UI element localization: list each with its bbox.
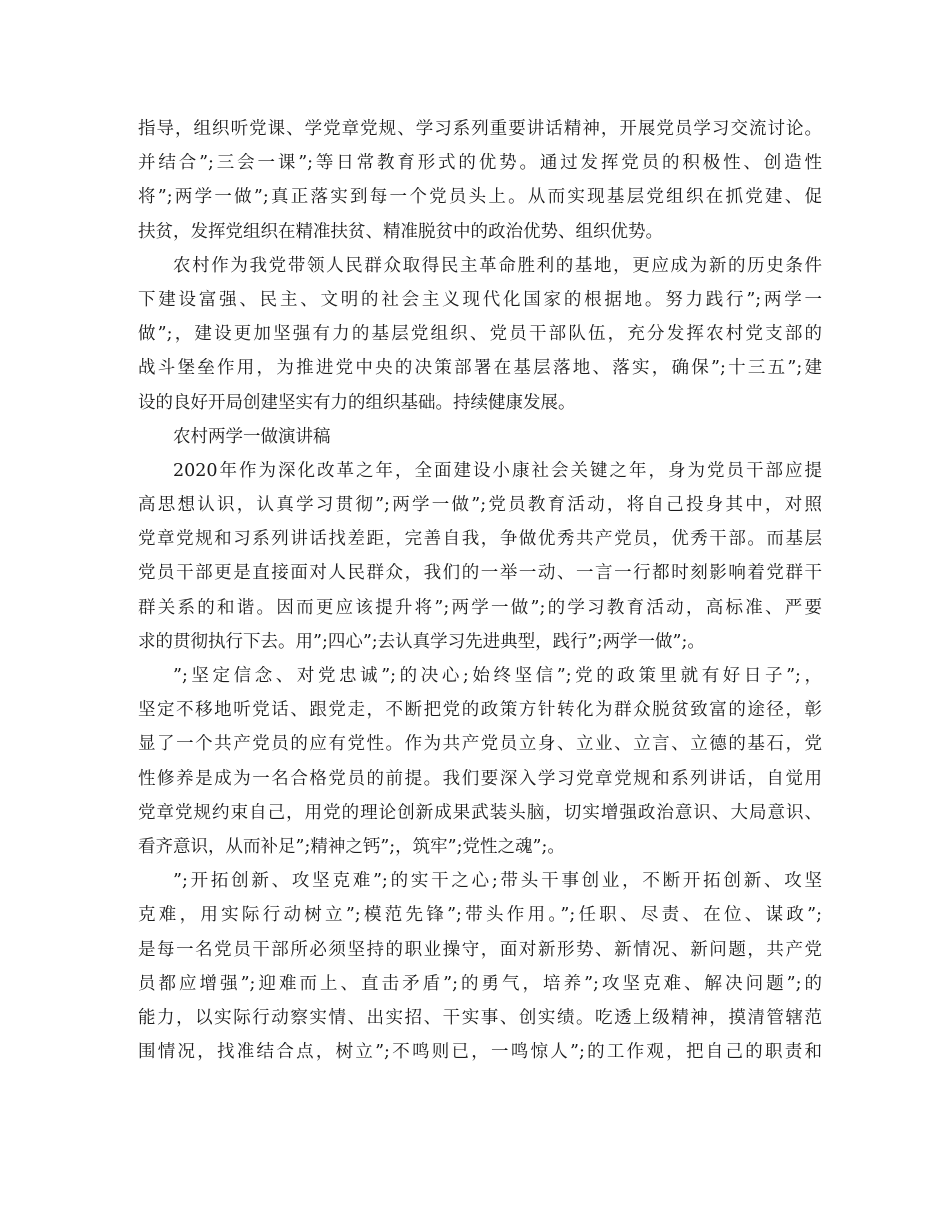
text-line: 并结合”;三会一课”;等日常教育形式的优势。通过发挥党员的积极性、创造性: [138, 153, 822, 174]
text-line: 性修养是成为一名合格党员的前提。我们要深入学习党章党规和系列讲话，自觉用: [138, 768, 822, 789]
text-line: 2020年作为深化改革之年，全面建设小康社会关键之年，身为党员干部应提: [173, 460, 822, 481]
paragraph: [138, 864, 822, 1069]
text-line: 下建设富强、民主、文明的社会主义现代化国家的根据地。努力践行”;两学一: [138, 289, 822, 310]
text-line: 是每一名党员干部所必须坚持的职业操守，面对新形势、新情况、新问题，共产党: [138, 939, 822, 960]
text-line: 设的良好开局创建坚实有力的组织基础。持续健康发展。: [138, 392, 576, 413]
text-line: 坚定不移地听党话、跟党走，不断把党的政策方针转化为群众脱贫致富的途径，彰: [138, 700, 822, 721]
text-line: ”;坚定信念、对党忠诚”;的决心;始终坚信”;党的政策里就有好日子”;，: [173, 666, 822, 686]
text-line: 农村作为我党带领人民群众取得民主革命胜利的基地，更应成为新的历史条件: [173, 255, 822, 276]
text-line: 党章党规和习系列讲话找差距，完善自我，争做优秀共产党员，优秀干部。而基层: [138, 529, 822, 550]
paragraph: [138, 454, 822, 659]
text-line: 将”;两学一做”;真正落实到每一个党员头上。从而实现基层党组织在抓党建、促: [138, 187, 822, 208]
text-line: 求的贯彻执行下去。用”;四心”;去认真学习先进典型，践行”;两学一做”;。: [138, 631, 705, 652]
text-line: 显了一个共产党员的应有党性。作为共产党员立身、立业、立言、立德的基石，党: [138, 734, 822, 755]
text-line: 党员干部更是直接面对人民群众，我们的一举一动、一言一行都时刻影响着党群干: [138, 563, 822, 584]
paragraph: [138, 112, 822, 249]
text-line: ”;开拓创新、攻坚克难”;的实干之心;带头干事创业，不断开拓创新、攻坚: [173, 871, 822, 892]
paragraph: [138, 659, 822, 864]
text-line: 克难，用实际行动树立”;模范先锋”;带头作用。”;任职、尽责、在位、谋政”;: [138, 905, 822, 926]
text-line: 指导，组织听党课、学党章党规、学习系列重要讲话精神，开展党员学习交流讨论。: [138, 119, 822, 139]
text-line: 员都应增强”;迎难而上、直击矛盾”;的勇气，培养”;攻坚克难、解决问题”;的: [138, 973, 822, 994]
text-line: 做”;，建设更加坚强有力的基层党组织、党员干部队伍，充分发挥农村党支部的: [138, 324, 822, 345]
text-line: 战斗堡垒作用，为推进党中央的决策部署在基层落地、落实，确保”;十三五”;建: [138, 358, 822, 379]
text-line: 群关系的和谐。因而更应该提升将”;两学一做”;的学习教育活动，高标准、严要: [138, 597, 822, 618]
document-body: [138, 112, 822, 1069]
text-line: 党章党规约束自己，用党的理论创新成果武装头脑，切实增强政治意识、大局意识、: [138, 802, 822, 823]
text-line: 农村两学一做演讲稿: [173, 426, 331, 447]
paragraph: [138, 249, 822, 420]
text-line: 围情况，找准结合点，树立”;不鸣则已，一鸣惊人”;的工作观，把自己的职责和: [138, 1042, 822, 1063]
text-line: 能力，以实际行动察实情、出实招、干实事、创实绩。吃透上级精神，摸清管辖范: [138, 1007, 822, 1028]
text-line: 扶贫，发挥党组织在精准扶贫、精准脱贫中的政治优势、组织优势。: [138, 221, 663, 242]
text-line: 看齐意识，从而补足”;精神之钙”;，筑牢”;党性之魂”;。: [138, 836, 565, 857]
paragraph: [138, 420, 822, 454]
text-line: 高思想认识，认真学习贯彻”;两学一做”;党员教育活动，将自己投身其中，对照: [138, 495, 822, 516]
